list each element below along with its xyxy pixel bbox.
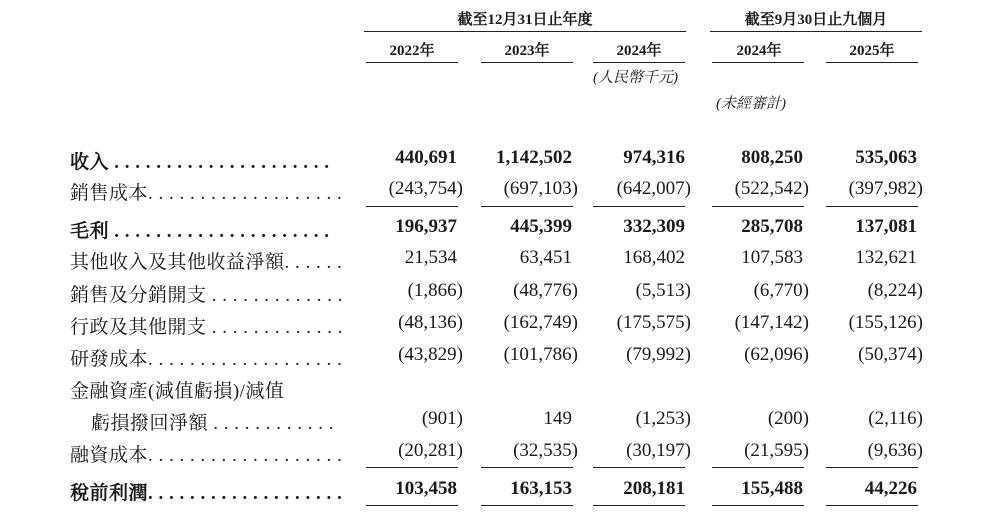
- cell-cost-of-sales-2024: (642,007): [616, 178, 691, 199]
- cell-gross-profit-2025-interim: 137,081: [855, 216, 917, 237]
- cell-admin-expenses-2022: (48,136): [398, 312, 463, 333]
- group-header-interim: 截至9月30日止九個月: [744, 12, 888, 28]
- year-header-2023: 2023年: [504, 43, 550, 59]
- cell-cost-of-sales-2024-interim: (522,542): [734, 178, 809, 199]
- year-underline-2024: [593, 62, 685, 63]
- cell-other-income-2024-interim: 107,583: [741, 247, 803, 268]
- cell-gross-profit-2023: 445,399: [510, 216, 572, 237]
- cell-gross-profit-2024: 332,309: [623, 216, 685, 237]
- year-underline-2024-interim: [712, 62, 804, 63]
- cell-gross-profit-2024-interim: 285,708: [741, 216, 803, 237]
- cell-finance-costs-2024-interim: (21,595): [744, 440, 809, 461]
- subtotal-rule-2025-interim: [826, 206, 918, 207]
- bottom-rule-2023: [481, 505, 573, 506]
- row-label-profit-before-tax: 稅前利潤. . . . . . . . . . . . . . . . . . .: [70, 483, 343, 504]
- year-header-2025-interim: 2025年: [849, 43, 895, 59]
- cell-impairment-2023: 149: [543, 408, 572, 429]
- cell-rnd-costs-2024: (79,992): [626, 344, 691, 365]
- year-header-2024: 2024年: [616, 43, 662, 59]
- total-rule-2023: [481, 467, 573, 468]
- total-rule-2025-interim: [826, 467, 918, 468]
- cell-other-income-2023: 63,451: [519, 247, 572, 268]
- group-header-annual: 截至12月31日止年度: [457, 12, 593, 28]
- cell-admin-expenses-2024-interim: (147,142): [734, 312, 809, 333]
- cell-admin-expenses-2023: (162,749): [503, 312, 578, 333]
- cell-profit-before-tax-2024-interim: 155,488: [741, 478, 803, 499]
- cell-profit-before-tax-2023: 163,153: [510, 478, 572, 499]
- unaudited-note: (未經審計): [716, 96, 786, 112]
- row-label-finance-costs: 融資成本. . . . . . . . . . . . . . . . . . .: [70, 445, 343, 466]
- cell-selling-expenses-2023: (48,776): [513, 280, 578, 301]
- row-label-rnd-costs: 研發成本. . . . . . . . . . . . . . . . . . .: [70, 349, 343, 370]
- cell-revenue-2024-interim: 808,250: [741, 147, 803, 168]
- cell-other-income-2025-interim: 132,621: [855, 247, 917, 268]
- cell-impairment-2022: (901): [421, 408, 463, 429]
- cell-admin-expenses-2025-interim: (155,126): [848, 312, 923, 333]
- row-label-impairment-line2: 虧損撥回淨額 . . . . . . . . . . . .: [91, 413, 335, 434]
- row-label-other-income: 其他收入及其他收益淨額. . . . . .: [70, 252, 343, 273]
- cell-revenue-2025-interim: 535,063: [855, 147, 917, 168]
- subtotal-rule-2024: [593, 206, 685, 207]
- year-underline-2023: [481, 62, 573, 63]
- currency-note: (人民幣千元): [593, 70, 678, 86]
- cell-rnd-costs-2023: (101,786): [503, 344, 578, 365]
- cell-rnd-costs-2024-interim: (62,096): [744, 344, 809, 365]
- group-underline-annual: [364, 31, 686, 32]
- cell-revenue-2023: 1,142,502: [496, 147, 572, 168]
- year-underline-2025-interim: [826, 62, 918, 63]
- row-label-admin-expenses: 行政及其他開支 . . . . . . . . . . . . .: [70, 317, 344, 338]
- group-underline-interim: [710, 31, 922, 32]
- cell-other-income-2022: 21,534: [404, 247, 457, 268]
- row-label-impairment-line1: 金融資產(減值虧損)/減值: [70, 381, 285, 402]
- cell-selling-expenses-2022: (1,866): [407, 280, 463, 301]
- row-label-gross-profit: 毛利 . . . . . . . . . . . . . . . . . . . . .: [70, 221, 330, 242]
- bottom-rule-2022: [366, 505, 458, 506]
- subtotal-rule-2022: [366, 206, 458, 207]
- year-header-2022: 2022年: [389, 43, 435, 59]
- cell-rnd-costs-2025-interim: (50,374): [858, 344, 923, 365]
- cell-impairment-2024-interim: (200): [767, 408, 809, 429]
- cell-cost-of-sales-2023: (697,103): [503, 178, 578, 199]
- bottom-rule-2025-interim: [826, 505, 918, 506]
- row-label-selling-expenses: 銷售及分銷開支 . . . . . . . . . . . . .: [70, 285, 344, 306]
- cell-selling-expenses-2024-interim: (6,770): [753, 280, 809, 301]
- total-rule-2024-interim: [712, 467, 804, 468]
- cell-profit-before-tax-2025-interim: 44,226: [864, 478, 917, 499]
- cell-revenue-2022: 440,691: [395, 147, 457, 168]
- cell-finance-costs-2024: (30,197): [626, 440, 691, 461]
- row-label-cost-of-sales: 銷售成本. . . . . . . . . . . . . . . . . . .: [70, 183, 343, 204]
- cell-admin-expenses-2024: (175,575): [616, 312, 691, 333]
- subtotal-rule-2023: [481, 206, 573, 207]
- cell-revenue-2024: 974,316: [623, 147, 685, 168]
- cell-selling-expenses-2024: (5,513): [635, 280, 691, 301]
- cell-other-income-2024: 168,402: [623, 247, 685, 268]
- cell-selling-expenses-2025-interim: (8,224): [867, 280, 923, 301]
- cell-profit-before-tax-2022: 103,458: [395, 478, 457, 499]
- total-rule-2024: [593, 467, 685, 468]
- bottom-rule-2024: [593, 505, 685, 506]
- cell-impairment-2024: (1,253): [635, 408, 691, 429]
- cell-finance-costs-2023: (32,535): [513, 440, 578, 461]
- cell-cost-of-sales-2025-interim: (397,982): [848, 178, 923, 199]
- year-header-2024-interim: 2024年: [736, 43, 782, 59]
- cell-finance-costs-2025-interim: (9,636): [867, 440, 923, 461]
- cell-impairment-2025-interim: (2,116): [868, 408, 923, 429]
- row-label-revenue: 收入 . . . . . . . . . . . . . . . . . . . . .: [70, 152, 330, 173]
- bottom-rule-2024-interim: [712, 505, 804, 506]
- subtotal-rule-2024-interim: [712, 206, 804, 207]
- total-rule-2022: [366, 467, 458, 468]
- cell-cost-of-sales-2022: (243,754): [388, 178, 463, 199]
- cell-profit-before-tax-2024: 208,181: [623, 478, 685, 499]
- cell-gross-profit-2022: 196,937: [395, 216, 457, 237]
- cell-finance-costs-2022: (20,281): [398, 440, 463, 461]
- year-underline-2022: [366, 62, 458, 63]
- cell-rnd-costs-2022: (43,829): [398, 344, 463, 365]
